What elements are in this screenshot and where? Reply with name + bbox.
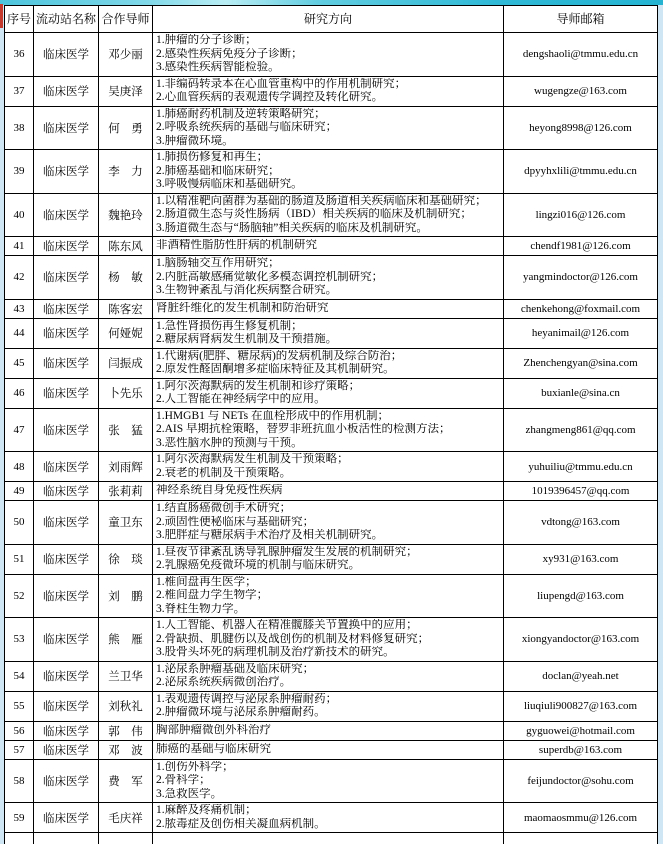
research-line: 非酒精性脂肪性肝病的机制研究 [156,239,501,253]
cell-mentor: 杨 敏 [99,256,153,300]
research-line: 1.表观遗传调控与泌尿系肿瘤耐药； [156,693,501,707]
cell-station: 临床医学 [34,150,99,194]
research-line: 2.骨缺损、肌腱伤以及战创伤的机制及材料修复研究； [156,633,501,647]
partial-row [5,833,658,844]
cell-mentor: 张莉莉 [99,482,153,501]
cell-station: 临床医学 [34,193,99,237]
cell-station: 临床医学 [34,76,99,106]
table-row [5,237,658,256]
partial-cell [34,833,99,844]
cell-station: 临床医学 [34,691,99,721]
cell-number: 42 [5,256,34,300]
cell-number: 40 [5,193,34,237]
cell-research [153,691,504,721]
research-line: 2.感染性疾病免疫分子诊断； [156,48,501,62]
cell-research [153,721,504,740]
research-line: 3.肠道微生态与“肠脑轴”相关疾病的临床及机制研究。 [156,222,501,236]
cell-number: 46 [5,378,34,408]
cell-email: gyguowei@hotmail.com [504,721,658,740]
cell-mentor: 刘雨辉 [99,452,153,482]
research-line: 2.呼吸系统疾病的基础与临床研究； [156,121,501,135]
cell-station: 临床医学 [34,803,99,833]
cell-email: chendf1981@126.com [504,237,658,256]
research-line: 神经系统自身免疫性疾病 [156,484,501,498]
cell-station: 临床医学 [34,33,99,77]
research-line: 2.顽固性便秘临床与基础研究； [156,516,501,530]
header-station: 流动站名称 [34,6,99,33]
cell-mentor: 邓少丽 [99,33,153,77]
cell-research [153,348,504,378]
cell-research [153,299,504,318]
cell-email: yangmindoctor@126.com [504,256,658,300]
cell-number: 49 [5,482,34,501]
cell-email: chenkehong@foxmail.com [504,299,658,318]
research-line: 2.心血管疾病的表观遗传学调控及转化研究。 [156,91,501,105]
cell-research [153,193,504,237]
table-row [5,803,658,833]
research-line: 1.代谢病(肥胖、糖尿病)的发病机制及综合防治； [156,350,501,364]
table-row [5,544,658,574]
cell-station: 临床医学 [34,237,99,256]
cell-email: liupengd@163.com [504,574,658,618]
research-line: 2.脓毒症及创伤相关凝血病机制。 [156,818,501,832]
table-row [5,501,658,545]
table-row [5,618,658,662]
header-number: 序号 [5,6,34,33]
cell-research [153,501,504,545]
table-row [5,76,658,106]
cell-email: yuhuiliu@tmmu.edu.cn [504,452,658,482]
corner-red-mark [0,4,3,28]
table-row [5,408,658,452]
cell-mentor: 兰卫华 [99,661,153,691]
cell-station: 临床医学 [34,318,99,348]
cell-number: 51 [5,544,34,574]
cell-number: 56 [5,721,34,740]
cell-station: 临床医学 [34,299,99,318]
cell-mentor: 何娅妮 [99,318,153,348]
cell-number: 44 [5,318,34,348]
cell-station: 临床医学 [34,574,99,618]
research-line: 1.以精准靶向菌群为基础的肠道及肠道相关疾病临床和基础研究； [156,195,501,209]
research-line: 1.椎间盘再生医学； [156,576,501,590]
cell-mentor: 童卫东 [99,501,153,545]
cell-station: 临床医学 [34,256,99,300]
research-line: 1.阿尔茨海默病的发生机制和诊疗策略； [156,380,501,394]
research-line: 1.脑肠轴交互作用研究； [156,257,501,271]
table-row [5,661,658,691]
cell-mentor: 何 勇 [99,106,153,150]
table-row [5,452,658,482]
cell-research [153,237,504,256]
cell-number: 37 [5,76,34,106]
research-line: 1.昼夜节律紊乱诱导乳腺肿瘤发生发展的机制研究； [156,546,501,560]
cell-email: superdb@163.com [504,740,658,759]
cell-mentor: 陈客宏 [99,299,153,318]
research-line: 1.急性肾损伤再生修复机制； [156,320,501,334]
research-line: 1.肿瘤的分子诊断； [156,34,501,48]
cell-number: 58 [5,759,34,803]
cell-research [153,318,504,348]
cell-research [153,759,504,803]
cell-mentor: 邓 波 [99,740,153,759]
cell-email: heyanimail@126.com [504,318,658,348]
research-line: 2.泌尿系统疾病微创治疗。 [156,676,501,690]
cell-research [153,618,504,662]
cell-mentor: 吴庚泽 [99,76,153,106]
table-row [5,348,658,378]
table-row [5,299,658,318]
cell-number: 45 [5,348,34,378]
cell-email: Zhenchengyan@sina.com [504,348,658,378]
table-row [5,106,658,150]
cell-station: 临床医学 [34,378,99,408]
research-line: 2.肠道微生态与炎性肠病（IBD）相关疾病的临床及机制研究； [156,208,501,222]
cell-research [153,256,504,300]
research-line: 3.肿瘤微环境。 [156,135,501,149]
cell-research [153,803,504,833]
cell-mentor: 郭 伟 [99,721,153,740]
table-row [5,574,658,618]
table-body [5,33,658,844]
cell-station: 临床医学 [34,618,99,662]
cell-number: 50 [5,501,34,545]
research-line: 1.人工智能、机器人在精准髋膝关节置换中的应用； [156,619,501,633]
cell-email: maomaosmmu@126.com [504,803,658,833]
cell-research [153,408,504,452]
research-line: 3.呼吸慢病临床和基础研究。 [156,178,501,192]
cell-research [153,661,504,691]
research-line: 1.非编码转录本在心血管重构中的作用机制研究； [156,78,501,92]
cell-email: liuqiuli900827@163.com [504,691,658,721]
cell-email: buxianle@sina.cn [504,378,658,408]
cell-station: 临床医学 [34,740,99,759]
research-line: 2.糖尿病肾病发生机制及干预措施。 [156,333,501,347]
cell-email: xy931@163.com [504,544,658,574]
cell-station: 临床医学 [34,408,99,452]
research-line: 2.肺癌基础和临床研究； [156,165,501,179]
cell-number: 53 [5,618,34,662]
cell-number: 57 [5,740,34,759]
cell-number: 43 [5,299,34,318]
cell-email: heyong8998@126.com [504,106,658,150]
research-line: 1.HMGB1 与 NETs 在血栓形成中的作用机制； [156,410,501,424]
research-line: 3.感染性疾病智能检验。 [156,61,501,75]
cell-station: 临床医学 [34,721,99,740]
table-row [5,691,658,721]
research-line: 1.阿尔茨海默病发生机制及干预策略； [156,453,501,467]
cell-mentor: 闫振成 [99,348,153,378]
cell-mentor: 张 猛 [99,408,153,452]
cell-number: 52 [5,574,34,618]
table-row [5,378,658,408]
cell-email: zhangmeng861@qq.com [504,408,658,452]
header-mentor: 合作导师 [99,6,153,33]
cell-number: 54 [5,661,34,691]
cell-mentor: 卜先乐 [99,378,153,408]
cell-mentor: 刘 鹏 [99,574,153,618]
cell-station: 临床医学 [34,501,99,545]
research-line: 2.人工智能在神经病学中的应用。 [156,393,501,407]
partial-cell [5,833,34,844]
cell-number: 41 [5,237,34,256]
cell-mentor: 李 力 [99,150,153,194]
research-line: 2.椎间盘力学生物学； [156,589,501,603]
research-line: 3.股骨头坏死的病理机制及治疗新技术的研究。 [156,646,501,660]
header-email: 导师邮箱 [504,6,658,33]
table-row [5,33,658,77]
research-line: 2.内脏高敏感痛觉敏化多模态调控机制研究； [156,271,501,285]
header-row [5,6,658,33]
cell-research [153,452,504,482]
research-line: 肺癌的基础与临床研究 [156,743,501,757]
cell-number: 48 [5,452,34,482]
research-line: 2.原发性醛固酮增多症临床特征及其机制研究。 [156,363,501,377]
research-line: 2.肿瘤微环境与泌尿系肿瘤耐药。 [156,706,501,720]
cell-research [153,544,504,574]
cell-email: lingzi016@126.com [504,193,658,237]
cell-number: 36 [5,33,34,77]
cell-station: 临床医学 [34,348,99,378]
research-line: 3.脊柱生物力学。 [156,603,501,617]
research-line: 2.衰老的机制及干预策略。 [156,467,501,481]
cell-research [153,106,504,150]
cell-mentor: 刘秋礼 [99,691,153,721]
table-row [5,150,658,194]
research-line: 3.急救医学。 [156,788,501,802]
research-line: 胸部肿瘤微创外科治疗 [156,724,501,738]
cell-research [153,574,504,618]
cell-email: dengshaoli@tmmu.edu.cn [504,33,658,77]
cell-number: 38 [5,106,34,150]
cell-email: vdtong@163.com [504,501,658,545]
supervisor-table [4,5,658,844]
cell-research [153,33,504,77]
cell-station: 临床医学 [34,661,99,691]
cell-number: 55 [5,691,34,721]
research-line: 2.骨科学； [156,774,501,788]
cell-research [153,76,504,106]
table-row [5,740,658,759]
cell-research [153,482,504,501]
research-line: 1.创伤外科学； [156,761,501,775]
table-row [5,318,658,348]
table-row [5,759,658,803]
table-row [5,256,658,300]
research-line: 1.泌尿系肿瘤基础及临床研究； [156,663,501,677]
research-line: 1.肺损伤修复和再生； [156,151,501,165]
table-row [5,721,658,740]
cell-station: 临床医学 [34,452,99,482]
cell-mentor: 陈东风 [99,237,153,256]
cell-station: 临床医学 [34,106,99,150]
research-line: 3.生物钟紊乱与消化疾病整合研究。 [156,284,501,298]
research-line: 3.恶性脑水肿的预测与干预。 [156,437,501,451]
table-row [5,482,658,501]
partial-cell [504,833,658,844]
partial-cell [99,833,153,844]
cell-email: 1019396457@qq.com [504,482,658,501]
cell-mentor: 熊 雁 [99,618,153,662]
cell-mentor: 魏艳玲 [99,193,153,237]
cell-station: 临床医学 [34,482,99,501]
cell-email: feijundoctor@sohu.com [504,759,658,803]
cell-email: xiongyandoctor@163.com [504,618,658,662]
research-line: 2.乳腺癌免疫微环境的机制与临床研究。 [156,559,501,573]
cell-email: dpyyhxlili@tmmu.edu.cn [504,150,658,194]
cell-research [153,150,504,194]
research-line: 肾脏纤维化的发生机制和防治研究 [156,302,501,316]
cell-mentor: 毛庆祥 [99,803,153,833]
cell-number: 59 [5,803,34,833]
research-line: 3.肥胖症与糖尿病手术治疗及相关机制研究。 [156,529,501,543]
research-line: 1.结直肠癌微创手术研究； [156,502,501,516]
cell-email: doclan@yeah.net [504,661,658,691]
research-line: 1.麻醉及疼痛机制； [156,804,501,818]
cell-number: 39 [5,150,34,194]
partial-cell [153,833,504,844]
header-research: 研究方向 [153,6,504,33]
cell-email: wugengze@163.com [504,76,658,106]
research-line: 1.肺癌耐药机制及逆转策略研究； [156,108,501,122]
cell-research [153,378,504,408]
cell-research [153,740,504,759]
cell-station: 临床医学 [34,544,99,574]
table-row [5,193,658,237]
cell-mentor: 费 军 [99,759,153,803]
cell-station: 临床医学 [34,759,99,803]
research-line: 2.AIS 早期抗栓策略，替罗非班抗血小板活性的检测方法； [156,423,501,437]
cell-number: 47 [5,408,34,452]
cell-mentor: 徐 琰 [99,544,153,574]
